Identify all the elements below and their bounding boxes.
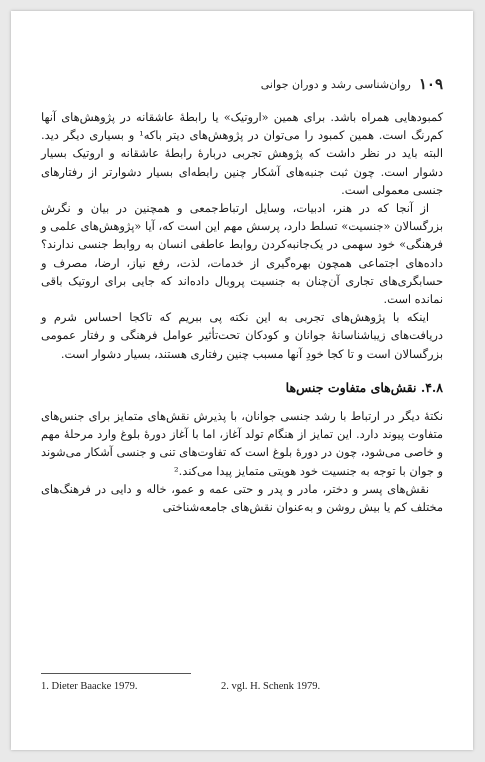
footnote-divider [41, 673, 191, 674]
page-body [41, 108, 443, 516]
paragraph: اینکه با پژوهش‌های تجربی به این نکته پی ببریم که تاکجا احساس شرم و دریافت‌های زیباشناسانهٔ جوانان و کودکان تحت‌تأثیر عوامل فرهنگی و رفتار عمومی بزرگسالان است و تا کجا خودِ آنها مسبب چنین رفتاری هستند، بسیار دشوار است. [41, 310, 443, 361]
section-heading: ۴.۸. نقش‌های متفاوت جنس‌ها [285, 379, 443, 395]
footnote-2: 2. vgl. H. Schenk 1979. [221, 681, 321, 692]
book-page [11, 11, 473, 750]
paragraph: کمبودهایی همراه باشد. برای همین «اروتیک» یا رابطهٔ عاشقانه در پژوهش‌های آنها کم‌رنگ است. همین کمبود را می‌توان در پژوهش‌های دیتر باکه¹ و بسیاری دیگر دید. البته باید در نظر داشت که پژوهش تجربی دربارهٔ رابطهٔ عاشقانه و اروتیک بسیار دشوار است. چون ثبت جنبه‌های آشکار چنین رابطه‌ای بسیار دشوارتر از رفتارهای جنسی معمولی است. [41, 110, 443, 197]
paragraph: نقش‌های پسر و دختر، مادر و پدر و حتی عمه و عمو، خاله و دایی در فرهنگ‌های مختلف کم یا بیش روشن و به‌عنوان نقش‌های جامعه‌شناختی [41, 481, 443, 515]
paragraph: از آنجا که در هنر، ادبیات، وسایل ارتباط‌جمعی و همچنین در بیان و نگرش بزرگسالان «جنسیت» تسلط دارد، پرسش مهم این است که، آیا «پژوهش‌های علمی و فرهنگی» خود سهمی در یک‌جانبه‌کردن روابط عاطفی انسان به روابط جنسی ندارند؟ داده‌های اجتماعی همچون بهره‌گیری از خدمات، لذت، رفع نیاز، ارضا، مصرف و حسابگری‌های تجاری آن‌چنان به جنسیت پروبال داده‌اند که جایی برای اروتیک باقی نمانده است. [41, 201, 443, 307]
page-number: ۱۰۹ [418, 75, 443, 93]
page-header [41, 73, 443, 95]
footnotes [41, 681, 443, 692]
paragraph: نکتهٔ دیگر در ارتباط با رشد جنسی جوانان، با پذیرش نقش‌های متمایز برای جنس‌های متفاوت پیوند دارد. این تمایز از هنگام تولد آغاز، اما با آغاز دورهٔ بلوغ وارد مرحلهٔ مهم و خاصی می‌شود، چون در دورهٔ بلوغ است که تفاوت‌های تنی و جنسی آشکار می‌شوند و جوان با توجه به جنسیت خود هویتی متمایز پیدا می‌کند.² [41, 409, 443, 478]
footnote-1: 1. Dieter Baacke 1979. [41, 681, 138, 692]
running-title: روان‌شناسی رشد و دوران جوانی [260, 77, 411, 91]
